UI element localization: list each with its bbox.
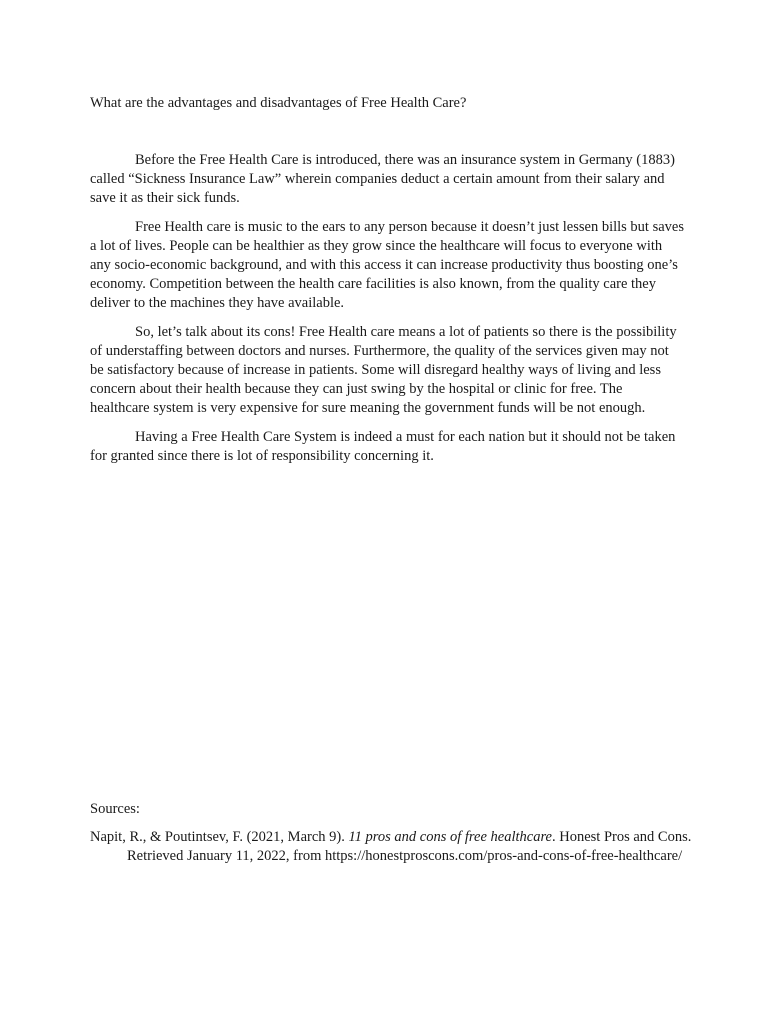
citation-publisher-retrieval: . Honest Pros and Cons. Retrieved January 11, 2022, from https://honestproscons.com/pros-and-cons-of-free-healthcare/ <box>127 829 692 864</box>
paragraph-conclusion: Having a Free Health Care System is indeed a must for each nation but it should not be taken for granted since there is lot of responsibility concerning it. <box>90 429 676 464</box>
sources-heading: Sources: <box>90 801 140 817</box>
document-body <box>90 151 685 476</box>
paragraph-history: Before the Free Health Care is introduced, there was an insurance system in Germany (1883) called “Sickness Insurance Law” wherein companies deduct a certain amount from their salary and save it as their sick funds. <box>90 152 675 206</box>
citation-work-title: 11 pros and cons of free healthcare <box>348 829 552 845</box>
document-title: What are the advantages and disadvantages of Free Health Care? <box>90 95 467 111</box>
citation-entry <box>90 828 712 866</box>
paragraph-advantages: Free Health care is music to the ears to any person because it doesn’t just lessen bills but saves a lot of lives. People can be healthier as they grow since the healthcare will focus to everyone with any socio-economic background, and with this access it can increase productivity thus boosting one’s economy. Competition between the health care facilities is also known, from the quality care they deliver to the machines they have available. <box>90 219 684 311</box>
paragraph-disadvantages: So, let’s talk about its cons! Free Health care means a lot of patients so there is the possibility of understaffing between doctors and nurses. Furthermore, the quality of the services given may not be satisfactory because of increase in patients. Some will disregard healthy ways of living and less concern about their health because they can just swing by the hospital or clinic for free. The healthcare system is very expensive for sure meaning the government funds will be not enough. <box>90 324 677 416</box>
citation-authors-date: Napit, R., & Poutintsev, F. (2021, March 9). <box>90 829 349 845</box>
